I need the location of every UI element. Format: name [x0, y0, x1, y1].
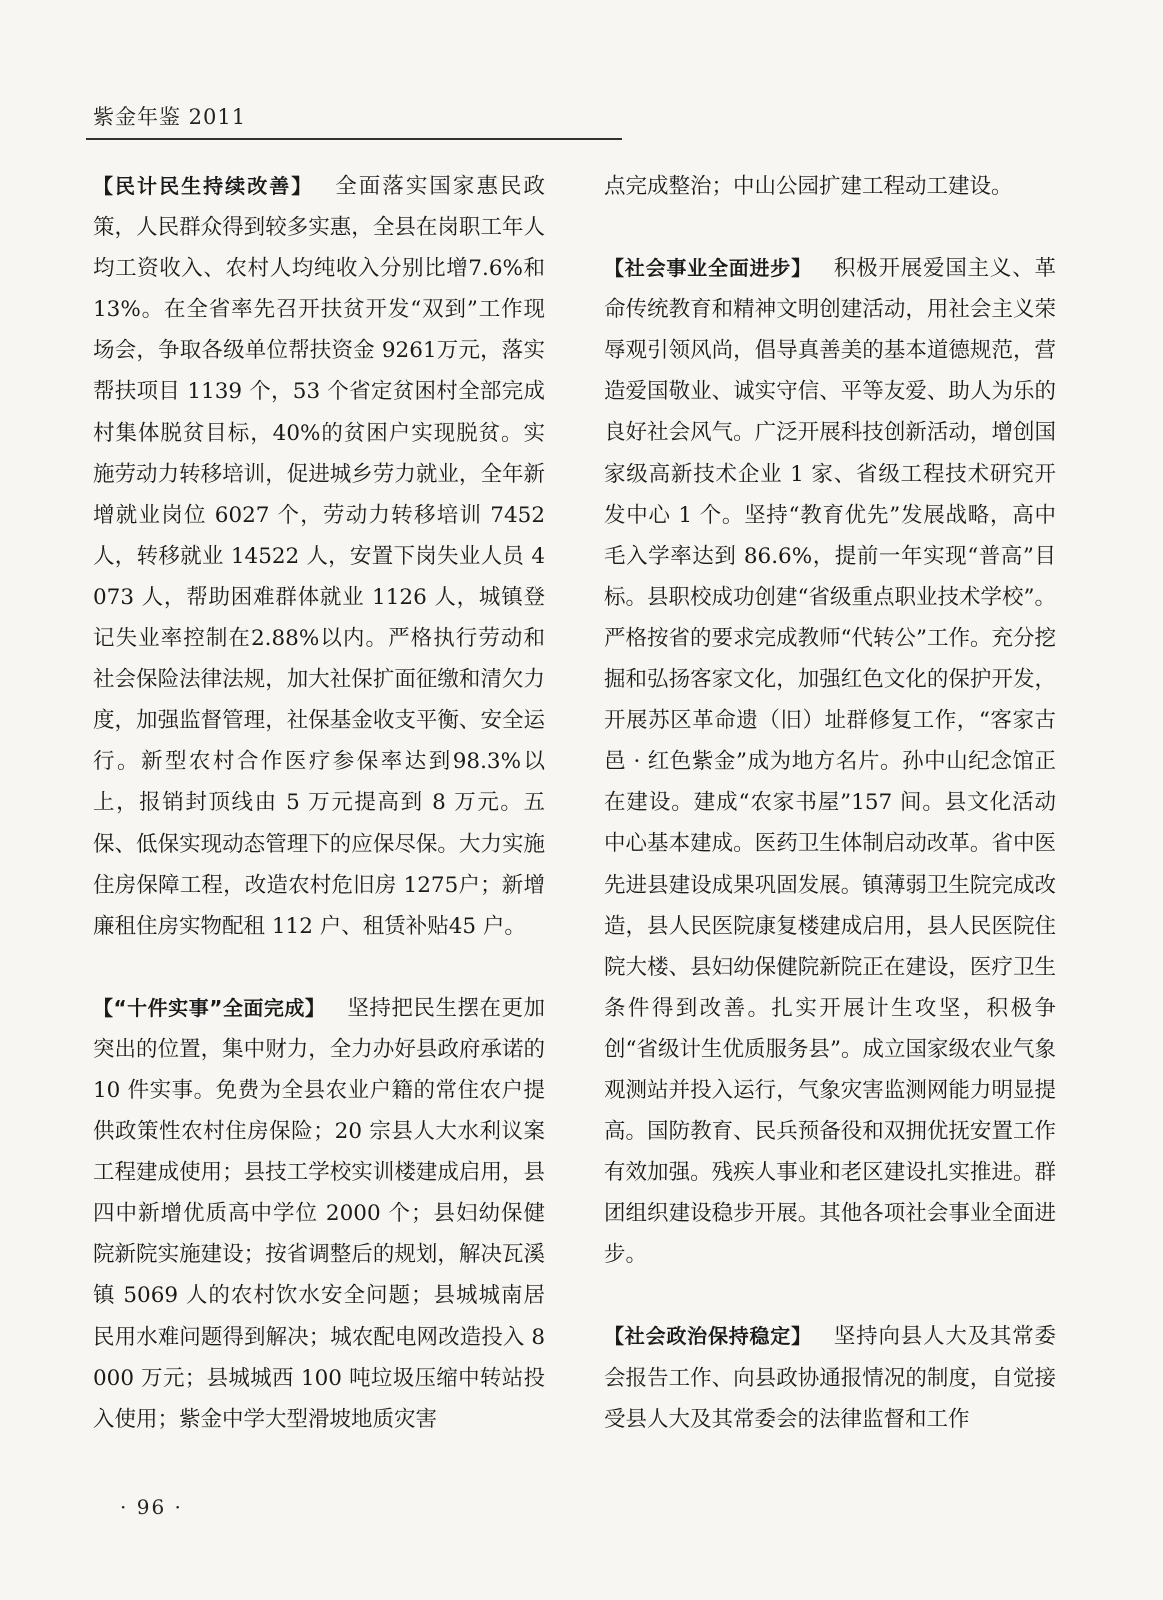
left-column	[93, 166, 545, 1440]
section-heading: 【“十件实事”全面完成】	[93, 995, 326, 1020]
section-ten-projects	[93, 988, 545, 1440]
header-rule	[86, 138, 622, 140]
section-heading: 【社会事业全面进步】	[604, 256, 812, 281]
section-body: 坚持把民生摆在更加突出的位置，集中财力，全力办好县政府承诺的 10 件实事。免费为全县农业户籍的常住农户提供政策性农村住房保险；20 宗县人大水利议案工程建成使用；县技工学校实训楼建成启用，县四中新增优质高中学位 2000 个；县妇幼保健院新院实施建设；按省调整后的规划，解决瓦溪镇 5069 人的农村饮水安全问题；县城城南居民用水难问题得到解决；城农配电网改造投入 8000 万元；县城城西 100 吨垃圾压缩中转站投入使用；紫金中学大型滑坡地质灾害	[93, 995, 545, 1432]
section-livelihood	[93, 166, 545, 947]
section-social-progress	[604, 248, 1056, 1275]
section-heading: 【民计民生持续改善】	[93, 174, 314, 198]
section-body: 坚持向县人大及其常委会报告工作、向县政协通报情况的制度，自觉接受县人大及其常委会的法律监督和工作	[604, 1324, 1056, 1432]
page-number: · 96 ·	[120, 1495, 183, 1519]
continued-text: 点完成整治；中山公园扩建工程动工建设。	[604, 174, 1013, 199]
section-heading: 【社会政治保持稳定】	[604, 1324, 812, 1349]
running-header: 紫金年鉴 2011	[93, 105, 247, 129]
section-body: 全面落实国家惠民政策，人民群众得到较多实惠，全县在岗职工年人均工资收入、农村人均纯收入分别比增7.6%和13%。在全省率先召开扶贫开发“双到”工作现场会，争取各级单位帮扶资金 9261万元，落实帮扶项目 1139 个，53 个省定贫困村全部完成村集体脱贫目标，40%的贫困户实现脱贫。实施劳动力转移培训，促进城乡劳力就业，全年新增就业岗位 6027 个，劳动力转移培训 7452 人，转移就业 14522 人，安置下岗失业人员 4073 人，帮助困难群体就业 1126 人，城镇登记失业率控制在2.88%以内。严格执行劳动和社会保险法律法规，加大社保扩面征缴和清欠力度，加强监督管理，社保基金收支平衡、安全运行。新型农村合作医疗参保率达到98.3%以上，报销封顶线由 5 万元提高到 8 万元。五保、低保实现动态管理下的应保尽保。大力实施住房保障工程，改造农村危旧房 1275户；新增廉租住房实物配租 112 户、租赁补贴45 户。	[93, 174, 545, 939]
section-political-stability	[604, 1316, 1056, 1439]
right-column	[604, 166, 1056, 1440]
section-body: 积极开展爱国主义、革命传统教育和精神文明创建活动，用社会主义荣辱观引领风尚，倡导真善美的基本道德规范，营造爱国敬业、诚实守信、平等友爱、助人为乐的良好社会风气。广泛开展科技创新活动，增创国家级高新技术企业 1 家、省级工程技术研究开发中心 1 个。坚持“教育优先”发展战略，高中毛入学率达到 86.6%，提前一年实现“普高”目标。县职校成功创建“省级重点职业技术学校”。严格按省的要求完成教师“代转公”工作。充分挖掘和弘扬客家文化，加强红色文化的保护开发，开展苏区革命遗（旧）址群修复工作，“客家古邑 · 红色紫金”成为地方名片。孙中山纪念馆正在建设。建成“农家书屋”157 间。县文化活动中心基本建成。医药卫生体制启动改革。省中医先进县建设成果巩固发展。镇薄弱卫生院完成改造，县人民医院康复楼建成启用，县人民医院住院大楼、县妇幼保健院新院正在建设，医疗卫生条件得到改善。扎实开展计生攻坚，积极争创“省级计生优质服务县”。成立国家级农业气象观测站并投入运行，气象灾害监测网能力明显提高。国防教育、民兵预备役和双拥优抚安置工作有效加强。残疾人事业和老区建设扎实推进。群团组织建设稳步开展。其他各项社会事业全面进步。	[604, 256, 1056, 1268]
